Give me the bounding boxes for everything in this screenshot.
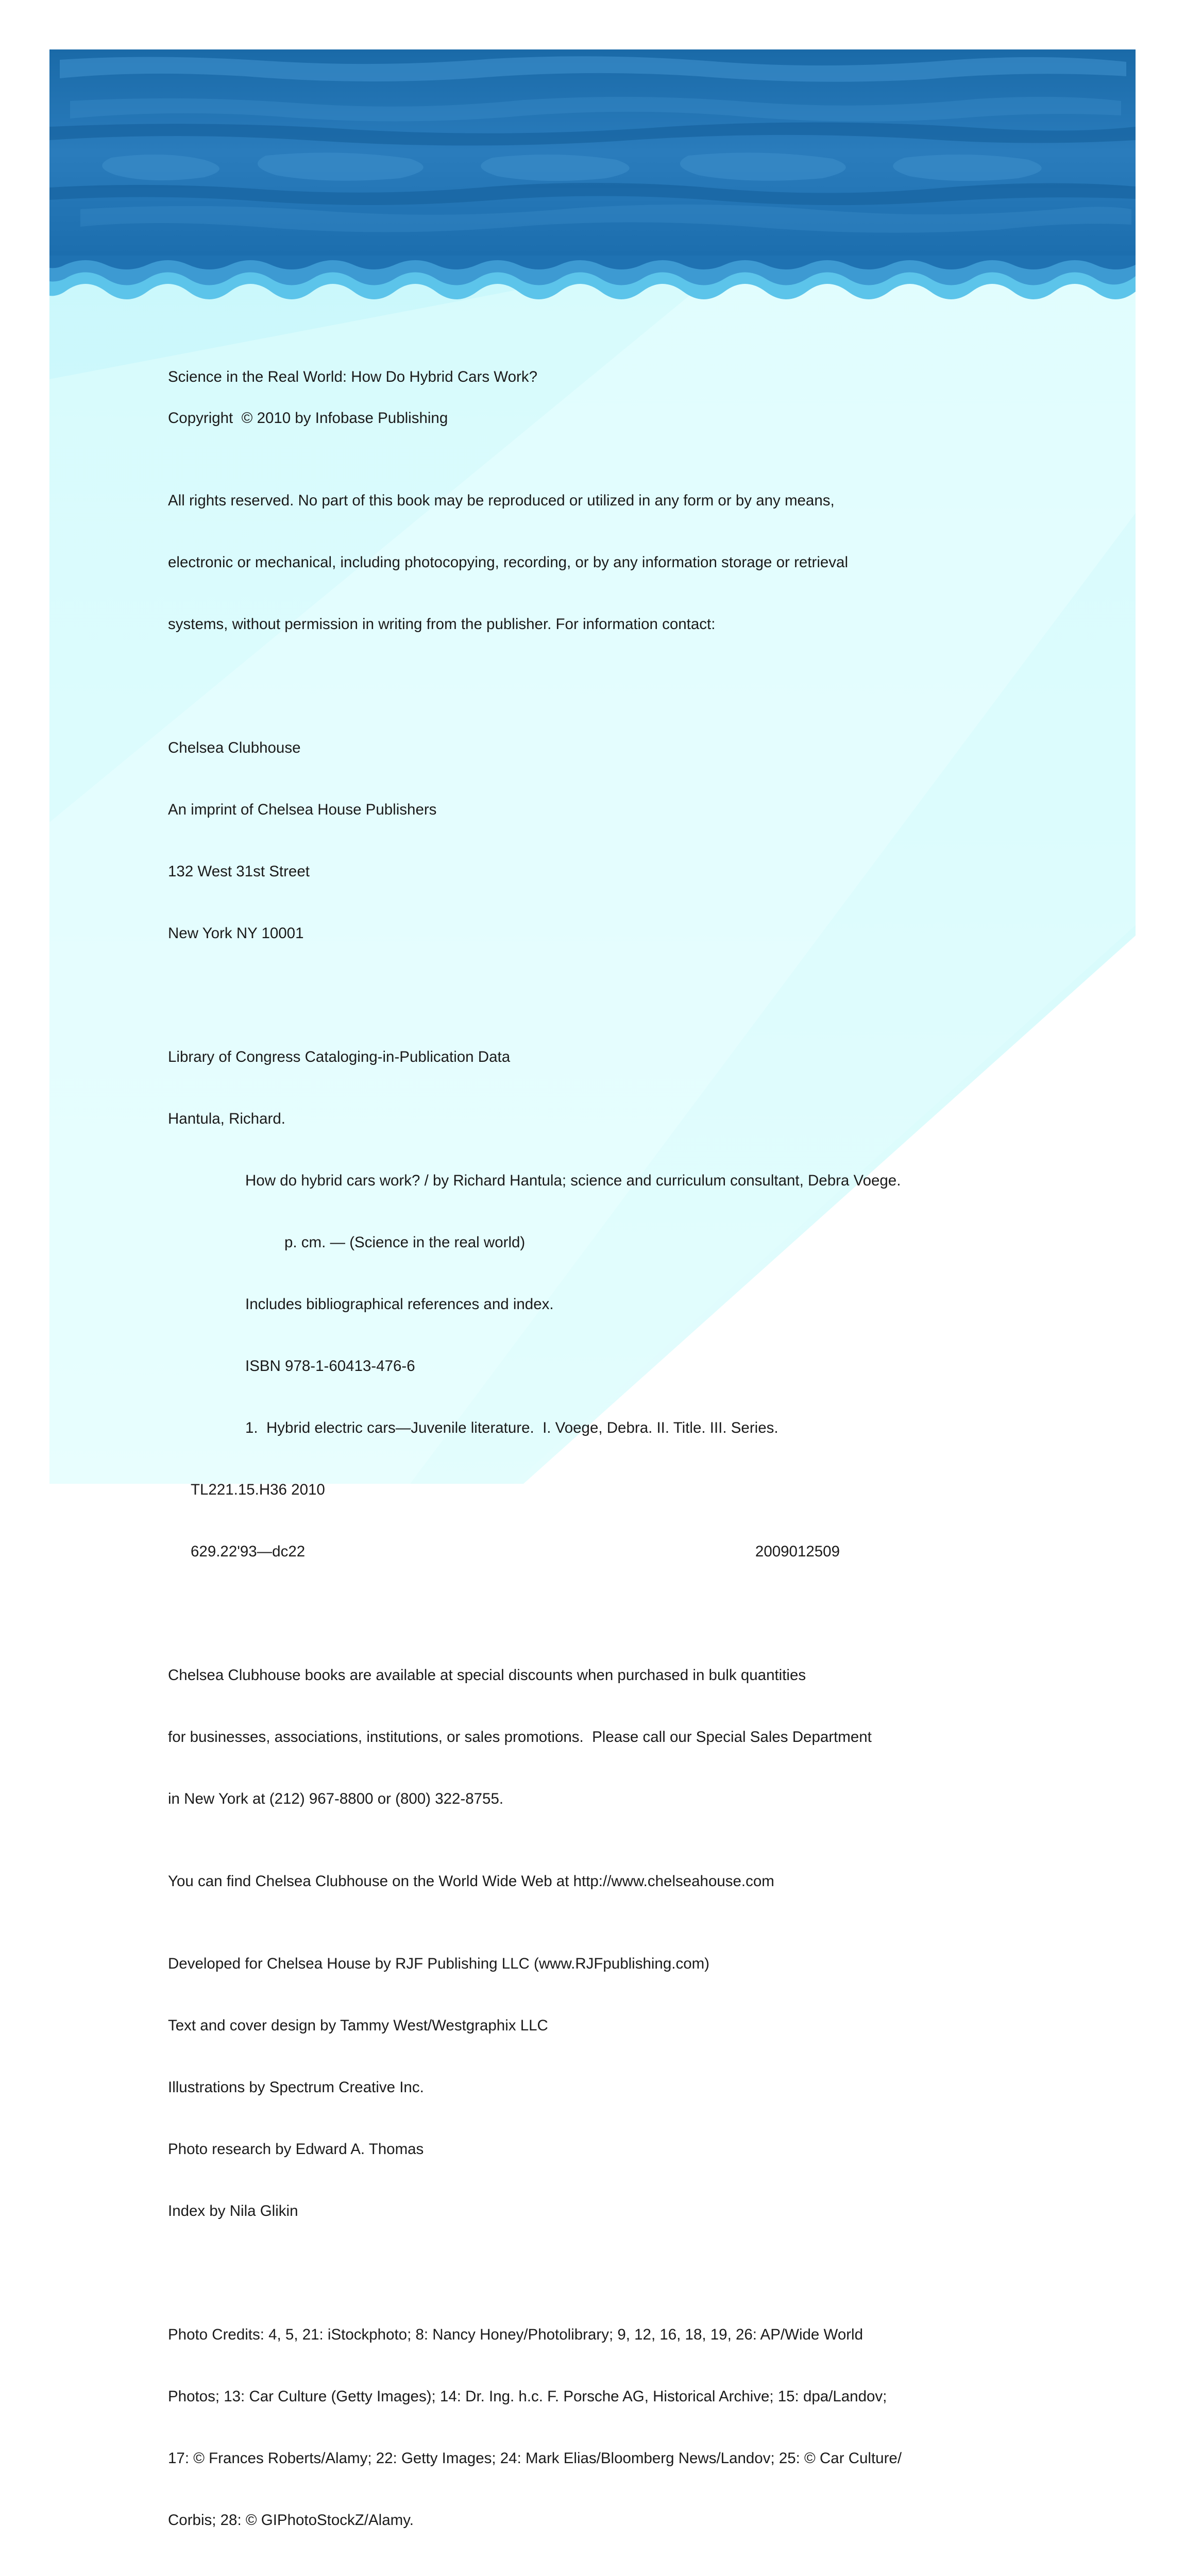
cip-heading: Library of Congress Cataloging-in-Publication Data xyxy=(168,1048,511,1065)
rights-line: electronic or mechanical, including photocopying, recording, or by any information storage or retrieval xyxy=(168,554,848,571)
publisher-city: New York NY 10001 xyxy=(168,925,304,942)
web-address: You can find Chelsea Clubhouse on the World Wide Web at http://www.chelseahouse.com xyxy=(168,1873,774,1890)
credit-line: Photo research by Edward A. Thomas xyxy=(168,2141,424,2158)
photo-credit-line: Photo Credits: 4, 5, 21: iStockphoto; 8: Nancy Honey/Photolibrary; 9, 12, 16, 18, 19, 26: AP/Wide World xyxy=(168,2326,864,2343)
photo-credit-line: Photos; 13: Car Culture (Getty Images); 14: Dr. Ing. h.c. F. Porsche AG, Historical Archive; 15: dpa/Landov; xyxy=(168,2388,887,2405)
copyright-notice: Copyright © 2010 by Infobase Publishing xyxy=(168,410,448,427)
cip-lc-class: TL221.15.H36 2010 xyxy=(191,1481,325,1498)
publisher-imprint: An imprint of Chelsea House Publishers xyxy=(168,801,437,818)
credit-line: Developed for Chelsea House by RJF Publishing LLC (www.RJFpublishing.com) xyxy=(168,1955,709,1972)
copyright-text xyxy=(168,367,1023,2576)
publisher-street: 132 West 31st Street xyxy=(168,863,310,880)
special-sales xyxy=(168,1624,1023,1851)
cip-dewey: 629.22'93—dc22 xyxy=(191,1543,306,1560)
rights-statement xyxy=(168,449,1023,676)
credit-line: Illustrations by Spectrum Creative Inc. xyxy=(168,2079,424,2096)
cip-includes: Includes bibliographical references and index. xyxy=(245,1296,554,1313)
series-title: Science in the Real World: How Do Hybrid Cars Work? xyxy=(168,368,538,385)
rights-line: All rights reserved. No part of this book may be reproduced or utilized in any form or by any means, xyxy=(168,492,835,509)
photo-credit-line: Corbis; 28: © GIPhotoStockZ/Alamy. xyxy=(168,2512,414,2529)
cip-isbn: ISBN 978-1-60413-476-6 xyxy=(245,1358,415,1375)
photo-credit-line: 17: © Frances Roberts/Alamy; 22: Getty Images; 24: Mark Elias/Bloomberg News/Landov; 25: © Car Culture/ xyxy=(168,2450,902,2467)
credit-line: Text and cover design by Tammy West/Westgraphix LLC xyxy=(168,2017,548,2034)
cip-title: How do hybrid cars work? / by Richard Hantula; science and curriculum consultant, Debra Voege. xyxy=(245,1172,901,1189)
cip-data xyxy=(168,1006,1023,1603)
cip-subjects: 1. Hybrid electric cars—Juvenile literature. I. Voege, Debra. II. Title. III. Series. xyxy=(245,1419,778,1436)
special-sales-line: for businesses, associations, institutions, or sales promotions. Please call our Special Sales Department xyxy=(168,1728,872,1745)
cip-author: Hantula, Richard. xyxy=(168,1110,285,1127)
publisher-name: Chelsea Clubhouse xyxy=(168,739,301,756)
production-credits xyxy=(168,1912,1023,2263)
special-sales-line: Chelsea Clubhouse books are available at special discounts when purchased in bulk quantities xyxy=(168,1667,806,1684)
publisher-contact xyxy=(168,697,1023,985)
cip-classification-row xyxy=(168,1541,840,1562)
rights-line: systems, without permission in writing from the publisher. For information contact: xyxy=(168,616,716,633)
photo-credits xyxy=(168,2283,1023,2572)
special-sales-line: in New York at (212) 967-8800 or (800) 322-8755. xyxy=(168,1790,504,1807)
credit-line: Index by Nila Glikin xyxy=(168,2202,298,2219)
cip-lccn: 2009012509 xyxy=(755,1543,840,1560)
cip-physical: p. cm. — (Science in the real world) xyxy=(284,1234,526,1251)
